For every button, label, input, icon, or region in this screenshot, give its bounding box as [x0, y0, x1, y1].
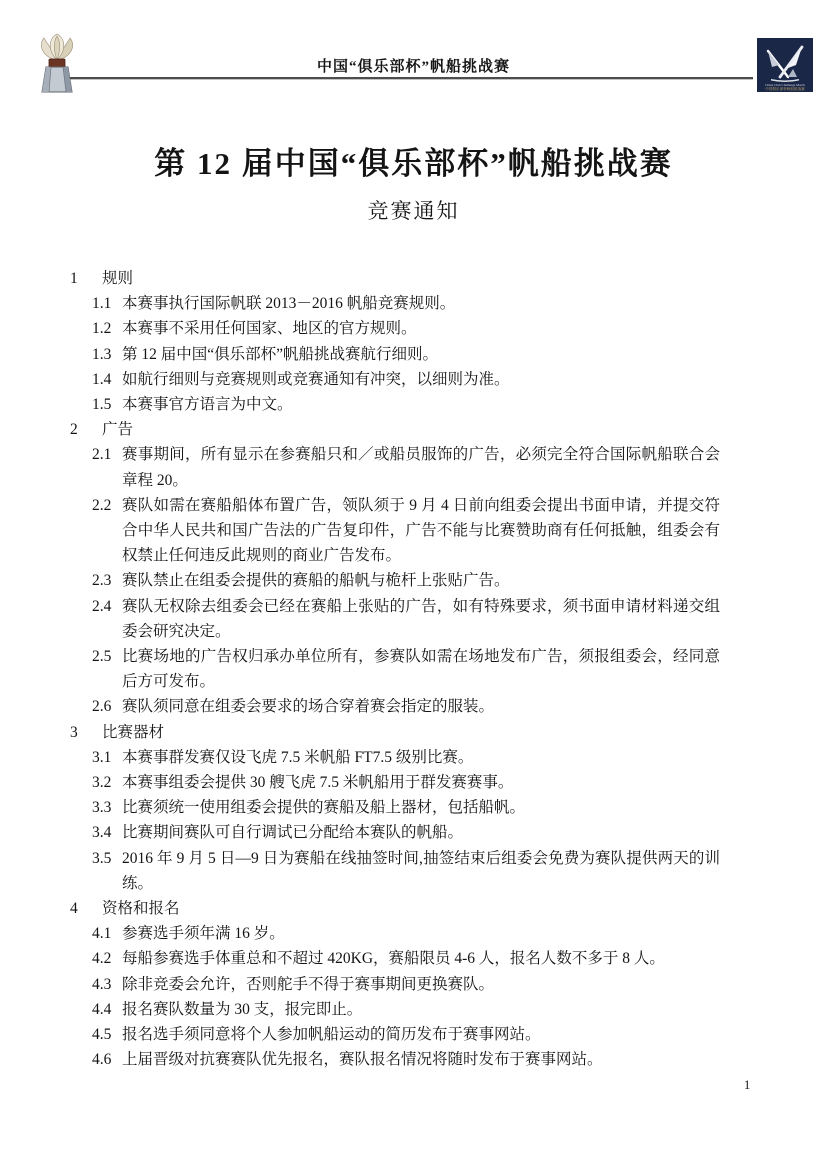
section-heading: [70, 417, 720, 442]
clause-item: [92, 392, 720, 417]
clause-text: 除非竞委会允许，否则舵手不得于赛事期间更换赛队。: [122, 975, 495, 993]
document-body: [70, 266, 720, 1073]
clause-item: [92, 921, 720, 946]
clause-item: [92, 342, 720, 367]
clause-text: 比赛场地的广告权归承办单位所有，参赛队如需在场地发布广告，须报组委会，经同意后方可发布。: [122, 648, 720, 691]
clause-text: 本赛事组委会提供 30 艘飞虎 7.5 米帆船用于群发赛赛事。: [122, 774, 514, 792]
sail-x-icon: [757, 38, 813, 92]
clause-number: 3.5: [92, 849, 112, 867]
event-logo-caption-en: China Club Challenge Match: [765, 83, 805, 87]
section-title: 资格和报名: [102, 900, 180, 918]
clause-number: 1.4: [92, 370, 112, 388]
clause-number: 4.4: [92, 1000, 112, 1018]
clause-item: [92, 997, 720, 1022]
clause-text: 报名赛队数量为 30 支，报完即止。: [122, 1000, 363, 1018]
event-logo-caption-cn: 中国俱乐部杯帆船挑战赛: [765, 87, 805, 91]
clause-text: 赛事期间，所有显示在参赛船只和／或船员服饰的广告，必须完全符合国际帆船联合会章程 20。: [122, 446, 720, 489]
section-title: 比赛器材: [102, 723, 165, 741]
clause-number: 2.4: [92, 597, 112, 615]
clause-number: 3.4: [92, 824, 112, 842]
section-heading: [70, 896, 720, 921]
section: [70, 896, 720, 1072]
clause-item: [92, 594, 720, 644]
clause-item: [92, 442, 720, 492]
clause-text: 赛队禁止在组委会提供的赛船的船帆与桅杆上张贴广告。: [122, 572, 510, 590]
section-number: 4: [70, 900, 78, 918]
clause-number: 1.5: [92, 396, 112, 414]
clause-number: 1.3: [92, 345, 112, 363]
clause-number: 4.6: [92, 1051, 112, 1069]
clause-item: [92, 1047, 720, 1072]
clause-number: 4.5: [92, 1026, 112, 1044]
clause-item: [92, 367, 720, 392]
clause-item: [92, 770, 720, 795]
clause-text: 每船参赛选手体重总和不超过 420KG，赛船限员 4-6 人，报名人数不多于 8 人。: [122, 950, 665, 968]
clause-text: 本赛事不采用任何国家、地区的官方规则。: [122, 320, 417, 338]
section: [70, 720, 720, 896]
clause-text: 如航行细则与竞赛规则或竞赛通知有冲突，以细则为准。: [122, 370, 510, 388]
clause-text: 本赛事群发赛仅设飞虎 7.5 米帆船 FT7.5 级别比赛。: [122, 748, 474, 766]
clause-text: 赛队须同意在组委会要求的场合穿着赛会指定的服装。: [122, 698, 495, 716]
section-heading: [70, 266, 720, 291]
clause-item: [92, 795, 720, 820]
section-title: 规则: [102, 270, 134, 287]
section-number: 1: [70, 270, 78, 287]
clause-item: [92, 946, 720, 971]
section-number: 2: [70, 421, 78, 439]
clause-item: [92, 1022, 720, 1047]
clause-text: 报名选手须同意将个人参加帆船运动的简历发布于赛事网站。: [122, 1026, 541, 1044]
clause-item: [92, 972, 720, 997]
document-subtitle: 竞赛通知: [367, 199, 460, 223]
page-number: 1: [744, 1078, 751, 1092]
document-title: 第 12 届中国“俱乐部杯”帆船挑战赛: [154, 146, 673, 181]
clause-text: 本赛事执行国际帆联 2013－2016 帆船竞赛规则。: [122, 295, 456, 313]
clause-item: [92, 846, 720, 896]
clause-item: [92, 568, 720, 593]
clause-text: 2016 年 9 月 5 日—9 日为赛船在线抽签时间,抽签结束后组委会免费为赛队提供两天的训练。: [122, 849, 720, 892]
clause-number: 3.1: [92, 748, 112, 766]
clause-item: [92, 745, 720, 770]
clause-number: 4.1: [92, 925, 112, 943]
clause-text: 第 12 届中国“俱乐部杯”帆船挑战赛航行细则。: [122, 345, 439, 363]
clause-number: 4.2: [92, 950, 112, 968]
clause-number: 2.3: [92, 572, 112, 590]
clause-number: 2.6: [92, 698, 112, 716]
clause-number: 3.2: [92, 774, 112, 792]
clause-item: [92, 493, 720, 569]
section: [70, 417, 720, 719]
clause-number: 2.2: [92, 496, 112, 514]
clause-text: 本赛事官方语言为中文。: [122, 396, 293, 414]
clause-number: 2.5: [92, 648, 112, 666]
clause-number: 1.2: [92, 320, 112, 338]
clause-item: [92, 291, 720, 316]
section: [70, 266, 720, 417]
clause-text: 赛队如需在赛船船体布置广告，领队须于 9 月 4 日前向组委会提出书面申请，并提交符合中华人民共和国广告法的广告复印件，广告不能与比赛赞助商有任何抵触，组委会有权禁止任何违反此规则的商业广告发布。: [122, 496, 720, 565]
clause-item: [92, 316, 720, 341]
clause-number: 4.3: [92, 975, 112, 993]
clause-item: [92, 644, 720, 694]
section-number: 3: [70, 723, 78, 741]
clause-item: [92, 694, 720, 719]
clause-text: 赛队无权除去组委会已经在赛船上张贴的广告，如有特殊要求，须书面申请材料递交组委会研究决定。: [122, 597, 720, 640]
section-heading: [70, 720, 720, 745]
clause-number: 1.1: [92, 295, 112, 313]
section-title: 广告: [102, 421, 134, 439]
header-divider: [70, 77, 753, 79]
clause-number: 3.3: [92, 799, 112, 817]
header-title: 中国“俱乐部杯”帆船挑战赛: [316, 59, 510, 75]
clause-text: 比赛须统一使用组委会提供的赛船及船上器材，包括船帆。: [122, 799, 526, 817]
event-logo: [757, 38, 813, 92]
clause-text: 参赛选手须年满 16 岁。: [122, 925, 285, 943]
clause-number: 2.1: [92, 446, 112, 464]
clause-text: 比赛期间赛队可自行调试已分配给本赛队的帆船。: [122, 824, 464, 842]
clause-item: [92, 820, 720, 845]
clause-text: 上届晋级对抗赛赛队优先报名，赛队报名情况将随时发布于赛事网站。: [122, 1051, 603, 1069]
